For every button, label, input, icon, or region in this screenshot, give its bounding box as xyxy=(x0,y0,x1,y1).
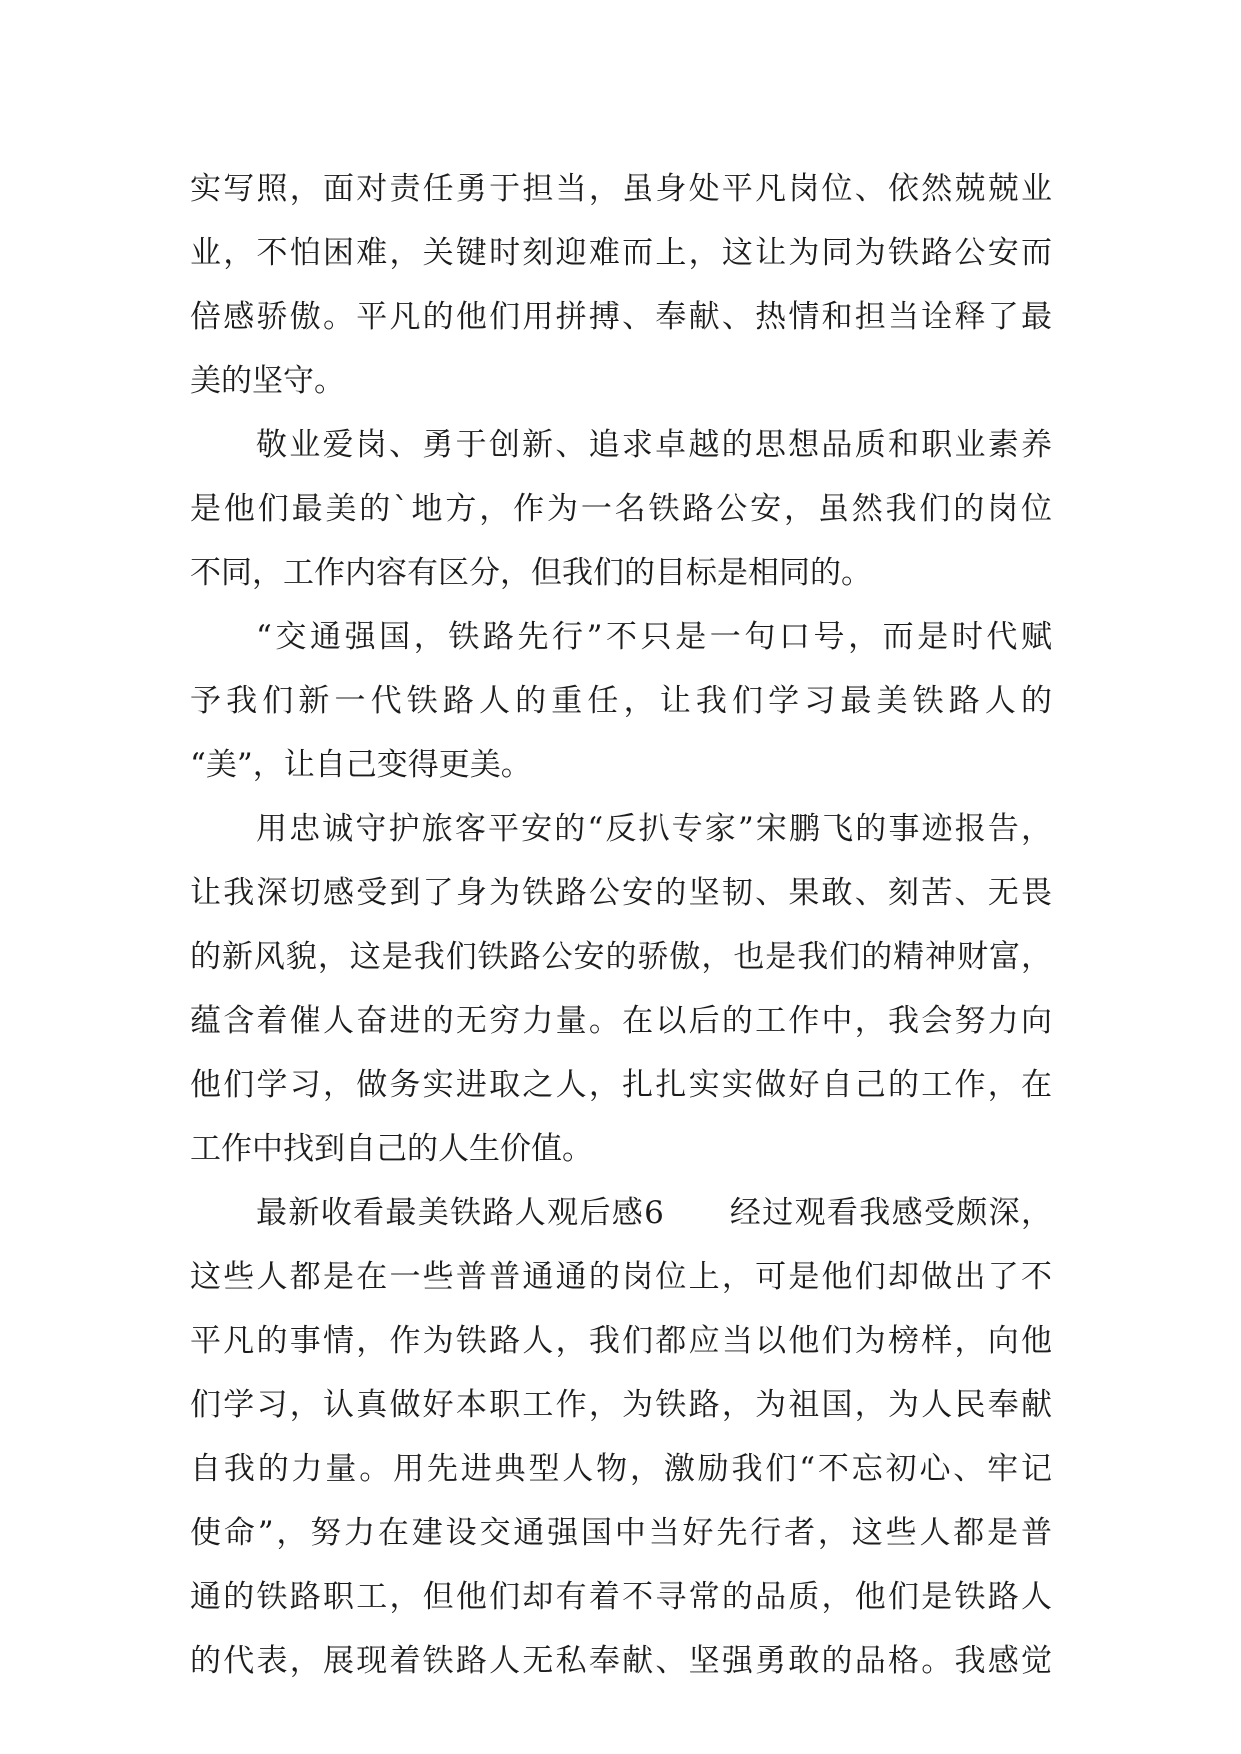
text-line: 实写照，面对责任勇于担当，虽身处平凡岗位、依然兢兢业 xyxy=(190,171,1052,207)
text-line: 让我深切感受到了身为铁路公安的坚韧、果敢、刻苦、无畏 xyxy=(190,875,1052,911)
text-line: 蕴含着催人奋进的无穷力量。在以后的工作中，我会努力向 xyxy=(190,1003,1052,1039)
text-line: 通的铁路职工，但他们却有着不寻常的品质，他们是铁路人 xyxy=(190,1579,1052,1615)
document-body xyxy=(190,157,1052,1693)
text-line: 工作中找到自己的人生价值。 xyxy=(190,1131,593,1167)
text-line: 的代表，展现着铁路人无私奉献、坚强勇敢的品格。我感觉 xyxy=(190,1643,1052,1679)
text-line: 使命”，努力在建设交通强国中当好先行者，这些人都是普 xyxy=(190,1515,1052,1551)
text-line: 这些人都是在一些普普通通的岗位上，可是他们却做出了不 xyxy=(190,1259,1052,1295)
text-line: 美的坚守。 xyxy=(190,363,345,399)
text-line: 平凡的事情，作为铁路人，我们都应当以他们为榜样，向他 xyxy=(190,1323,1052,1359)
text-line: 们学习，认真做好本职工作，为铁路，为祖国，为人民奉献 xyxy=(190,1387,1052,1423)
text-line: 他们学习，做务实进取之人，扎扎实实做好自己的工作，在 xyxy=(190,1067,1052,1103)
text-line: 业，不怕困难，关键时刻迎难而上，这让为同为铁路公安而 xyxy=(190,235,1052,271)
text-line: “美”，让自己变得更美。 xyxy=(190,747,532,783)
text-line: “交通强国，铁路先行”不只是一句口号，而是时代赋 xyxy=(256,619,1052,655)
text-line: 的新风貌，这是我们铁路公安的骄傲，也是我们的精神财富， xyxy=(190,939,1052,975)
text-line: 最新收看最美铁路人观后感6 经过观看我感受颇深， xyxy=(256,1195,1052,1231)
text-line: 倍感骄傲。平凡的他们用拼搏、奉献、热情和担当诠释了最 xyxy=(190,299,1052,335)
text-line: 敬业爱岗、勇于创新、追求卓越的思想品质和职业素养 xyxy=(256,427,1052,463)
text-line: 不同，工作内容有区分，但我们的目标是相同的。 xyxy=(190,555,872,591)
text-line: 予我们新一代铁路人的重任，让我们学习最美铁路人的 xyxy=(190,683,1052,719)
text-line: 是他们最美的`地方，作为一名铁路公安，虽然我们的岗位 xyxy=(190,491,1052,527)
text-line: 用忠诚守护旅客平安的“反扒专家”宋鹏飞的事迹报告， xyxy=(256,811,1052,847)
text-line: 自我的力量。用先进典型人物，激励我们“不忘初心、牢记 xyxy=(190,1451,1052,1487)
